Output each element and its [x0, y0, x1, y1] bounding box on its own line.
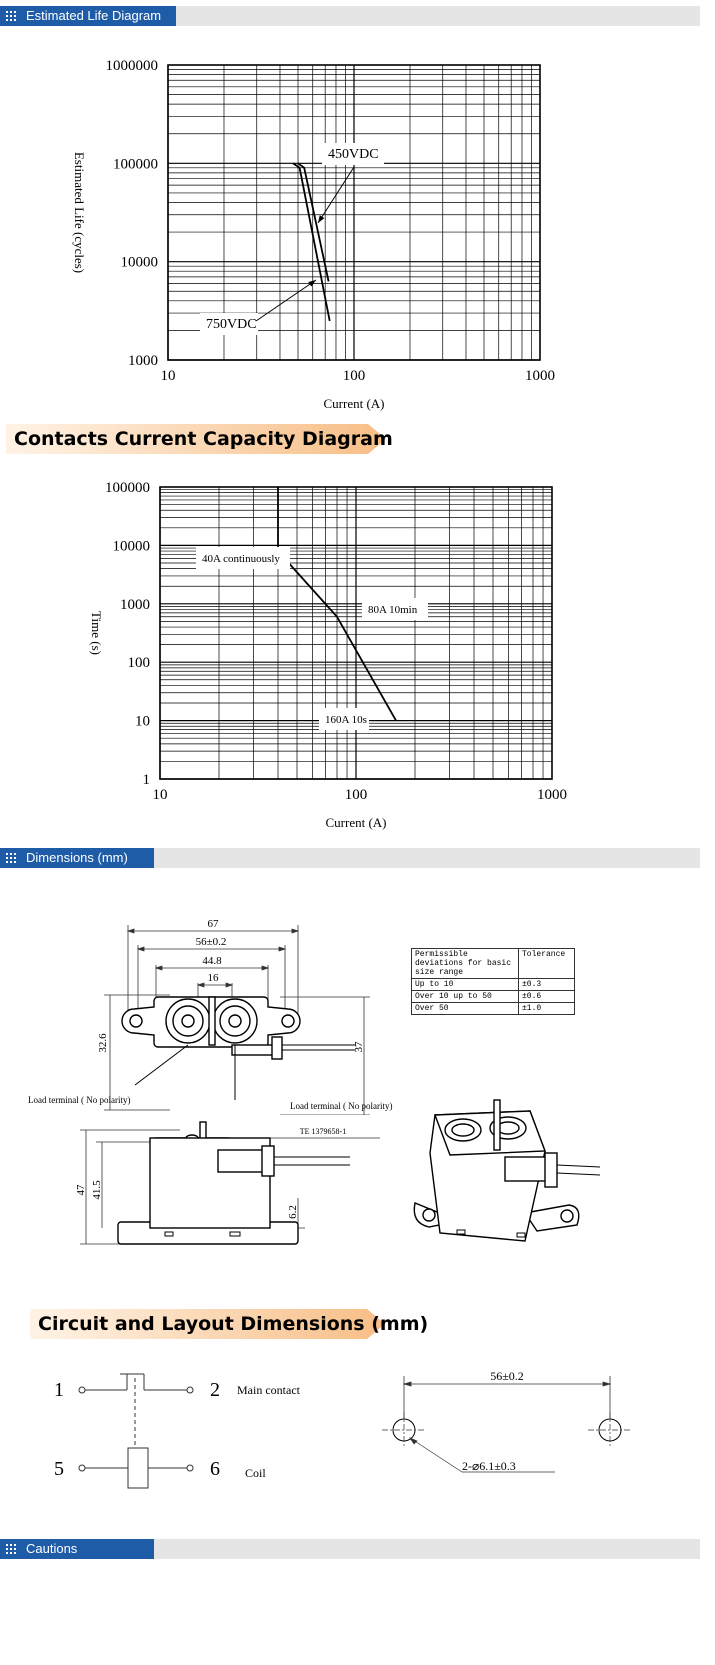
section-title-dimensions: Dimensions (mm)	[26, 850, 128, 865]
x-axis-label: Current (A)	[323, 396, 385, 411]
dim-44-8: 44.8	[202, 955, 222, 967]
main-contact-label: Main contact	[237, 1383, 300, 1397]
table-row	[412, 991, 575, 1003]
annotation-label: 450VDC	[328, 147, 379, 162]
relay-3d-view	[405, 1095, 605, 1245]
section-tab-dimensions	[0, 848, 154, 868]
x-tick-label: 10	[160, 368, 176, 384]
y-tick-label: 1000	[120, 596, 150, 613]
tolerance-table	[411, 948, 575, 1015]
connector-label: TE 1379658-1	[299, 1127, 347, 1136]
y-tick-label: 1000	[128, 353, 158, 369]
y-tick-label: 1	[142, 772, 150, 788]
y-tick-label: 10	[135, 713, 150, 730]
table-header-range: Permissible deviations for basic size range	[412, 949, 519, 979]
section-title-capacity: Contacts Current Capacity Diagram	[14, 428, 393, 450]
estimated-life-chart	[0, 40, 700, 420]
x-tick-label: 1000	[525, 368, 555, 384]
y-tick-label: 10000	[112, 538, 150, 555]
section-tab-cautions	[0, 1539, 154, 1559]
section-bar-life	[0, 6, 700, 26]
pin-1-label: 1	[54, 1379, 64, 1401]
load-terminal-right-label: Load terminal ( No polarity)	[290, 1101, 393, 1111]
table-cell: Over 50	[412, 1003, 519, 1015]
x-tick-label: 100	[344, 787, 368, 803]
annotation-label: 80A 10min	[368, 604, 418, 616]
y-tick-label: 1000000	[105, 58, 158, 74]
y-tick-label: 100000	[113, 156, 158, 173]
y-tick-label: 10000	[120, 254, 158, 271]
current-capacity-chart	[0, 460, 700, 840]
x-tick-label: 100	[342, 368, 366, 384]
pin-2-label: 2	[210, 1379, 220, 1401]
y-tick-label: 100000	[105, 480, 150, 496]
section-title-circuit: Circuit and Layout Dimensions (mm)	[38, 1313, 429, 1335]
table-cell: ±0.6	[519, 991, 575, 1003]
hole-spec-label: 2-⌀6.1±0.3	[462, 1459, 516, 1473]
x-tick-label: 10	[152, 787, 168, 803]
layout-dimensions-drawing	[370, 1360, 660, 1480]
y-tick-label: 100	[127, 655, 150, 672]
series-line	[293, 163, 330, 321]
ribbon-circuit	[30, 1309, 429, 1339]
y-axis-label: Estimated Life (cycles)	[72, 151, 87, 274]
pin-6-label: 6	[210, 1458, 220, 1480]
chart-grid	[160, 487, 552, 779]
layout-dim-56: 56±0.2	[490, 1369, 524, 1383]
ribbon-capacity	[6, 424, 393, 454]
dim-16: 16	[207, 972, 219, 984]
table-cell: Over 10 up to 50	[412, 991, 519, 1003]
top-view-drawing	[0, 905, 420, 1115]
circuit-diagram	[40, 1360, 340, 1500]
dim-32-6: 32.6	[97, 1033, 109, 1053]
annotation-label: 160A 10s	[325, 714, 367, 726]
section-title-cautions: Cautions	[26, 1541, 78, 1556]
section-title-life: Estimated Life Diagram	[26, 8, 162, 23]
table-cell: Up to 10	[412, 979, 519, 991]
pin-5-label: 5	[54, 1458, 64, 1480]
annotation-label: 40A continuously	[202, 553, 280, 565]
dim-41-5: 41.5	[91, 1180, 103, 1200]
grid-icon	[6, 853, 18, 863]
dim-37: 37	[353, 1041, 365, 1053]
table-cell: ±1.0	[519, 1003, 575, 1015]
grid-icon	[6, 1544, 18, 1554]
table-row	[412, 949, 575, 979]
table-header-tolerance: Tolerance	[519, 949, 575, 979]
section-bar-dimensions	[0, 848, 700, 868]
load-terminal-left-label: Load terminal ( No polarity)	[28, 1095, 131, 1105]
dim-6-2: 6.2	[287, 1205, 299, 1219]
annotation-arrowhead	[318, 215, 324, 223]
table-cell: ±0.3	[519, 979, 575, 991]
dim-47: 47	[75, 1184, 87, 1196]
section-tab-life	[0, 6, 176, 26]
x-axis-label: Current (A)	[325, 815, 387, 830]
dim-67: 67	[207, 918, 219, 930]
table-row	[412, 1003, 575, 1015]
x-tick-label: 1000	[537, 787, 567, 803]
y-axis-label: Time (s)	[89, 611, 104, 655]
dim-56: 56±0.2	[195, 936, 227, 948]
table-row	[412, 979, 575, 991]
side-view-drawing	[70, 1112, 390, 1252]
coil-label: Coil	[245, 1466, 266, 1480]
section-bar-cautions	[0, 1539, 700, 1559]
annotation-label: 750VDC	[206, 317, 257, 332]
grid-icon	[6, 11, 18, 21]
